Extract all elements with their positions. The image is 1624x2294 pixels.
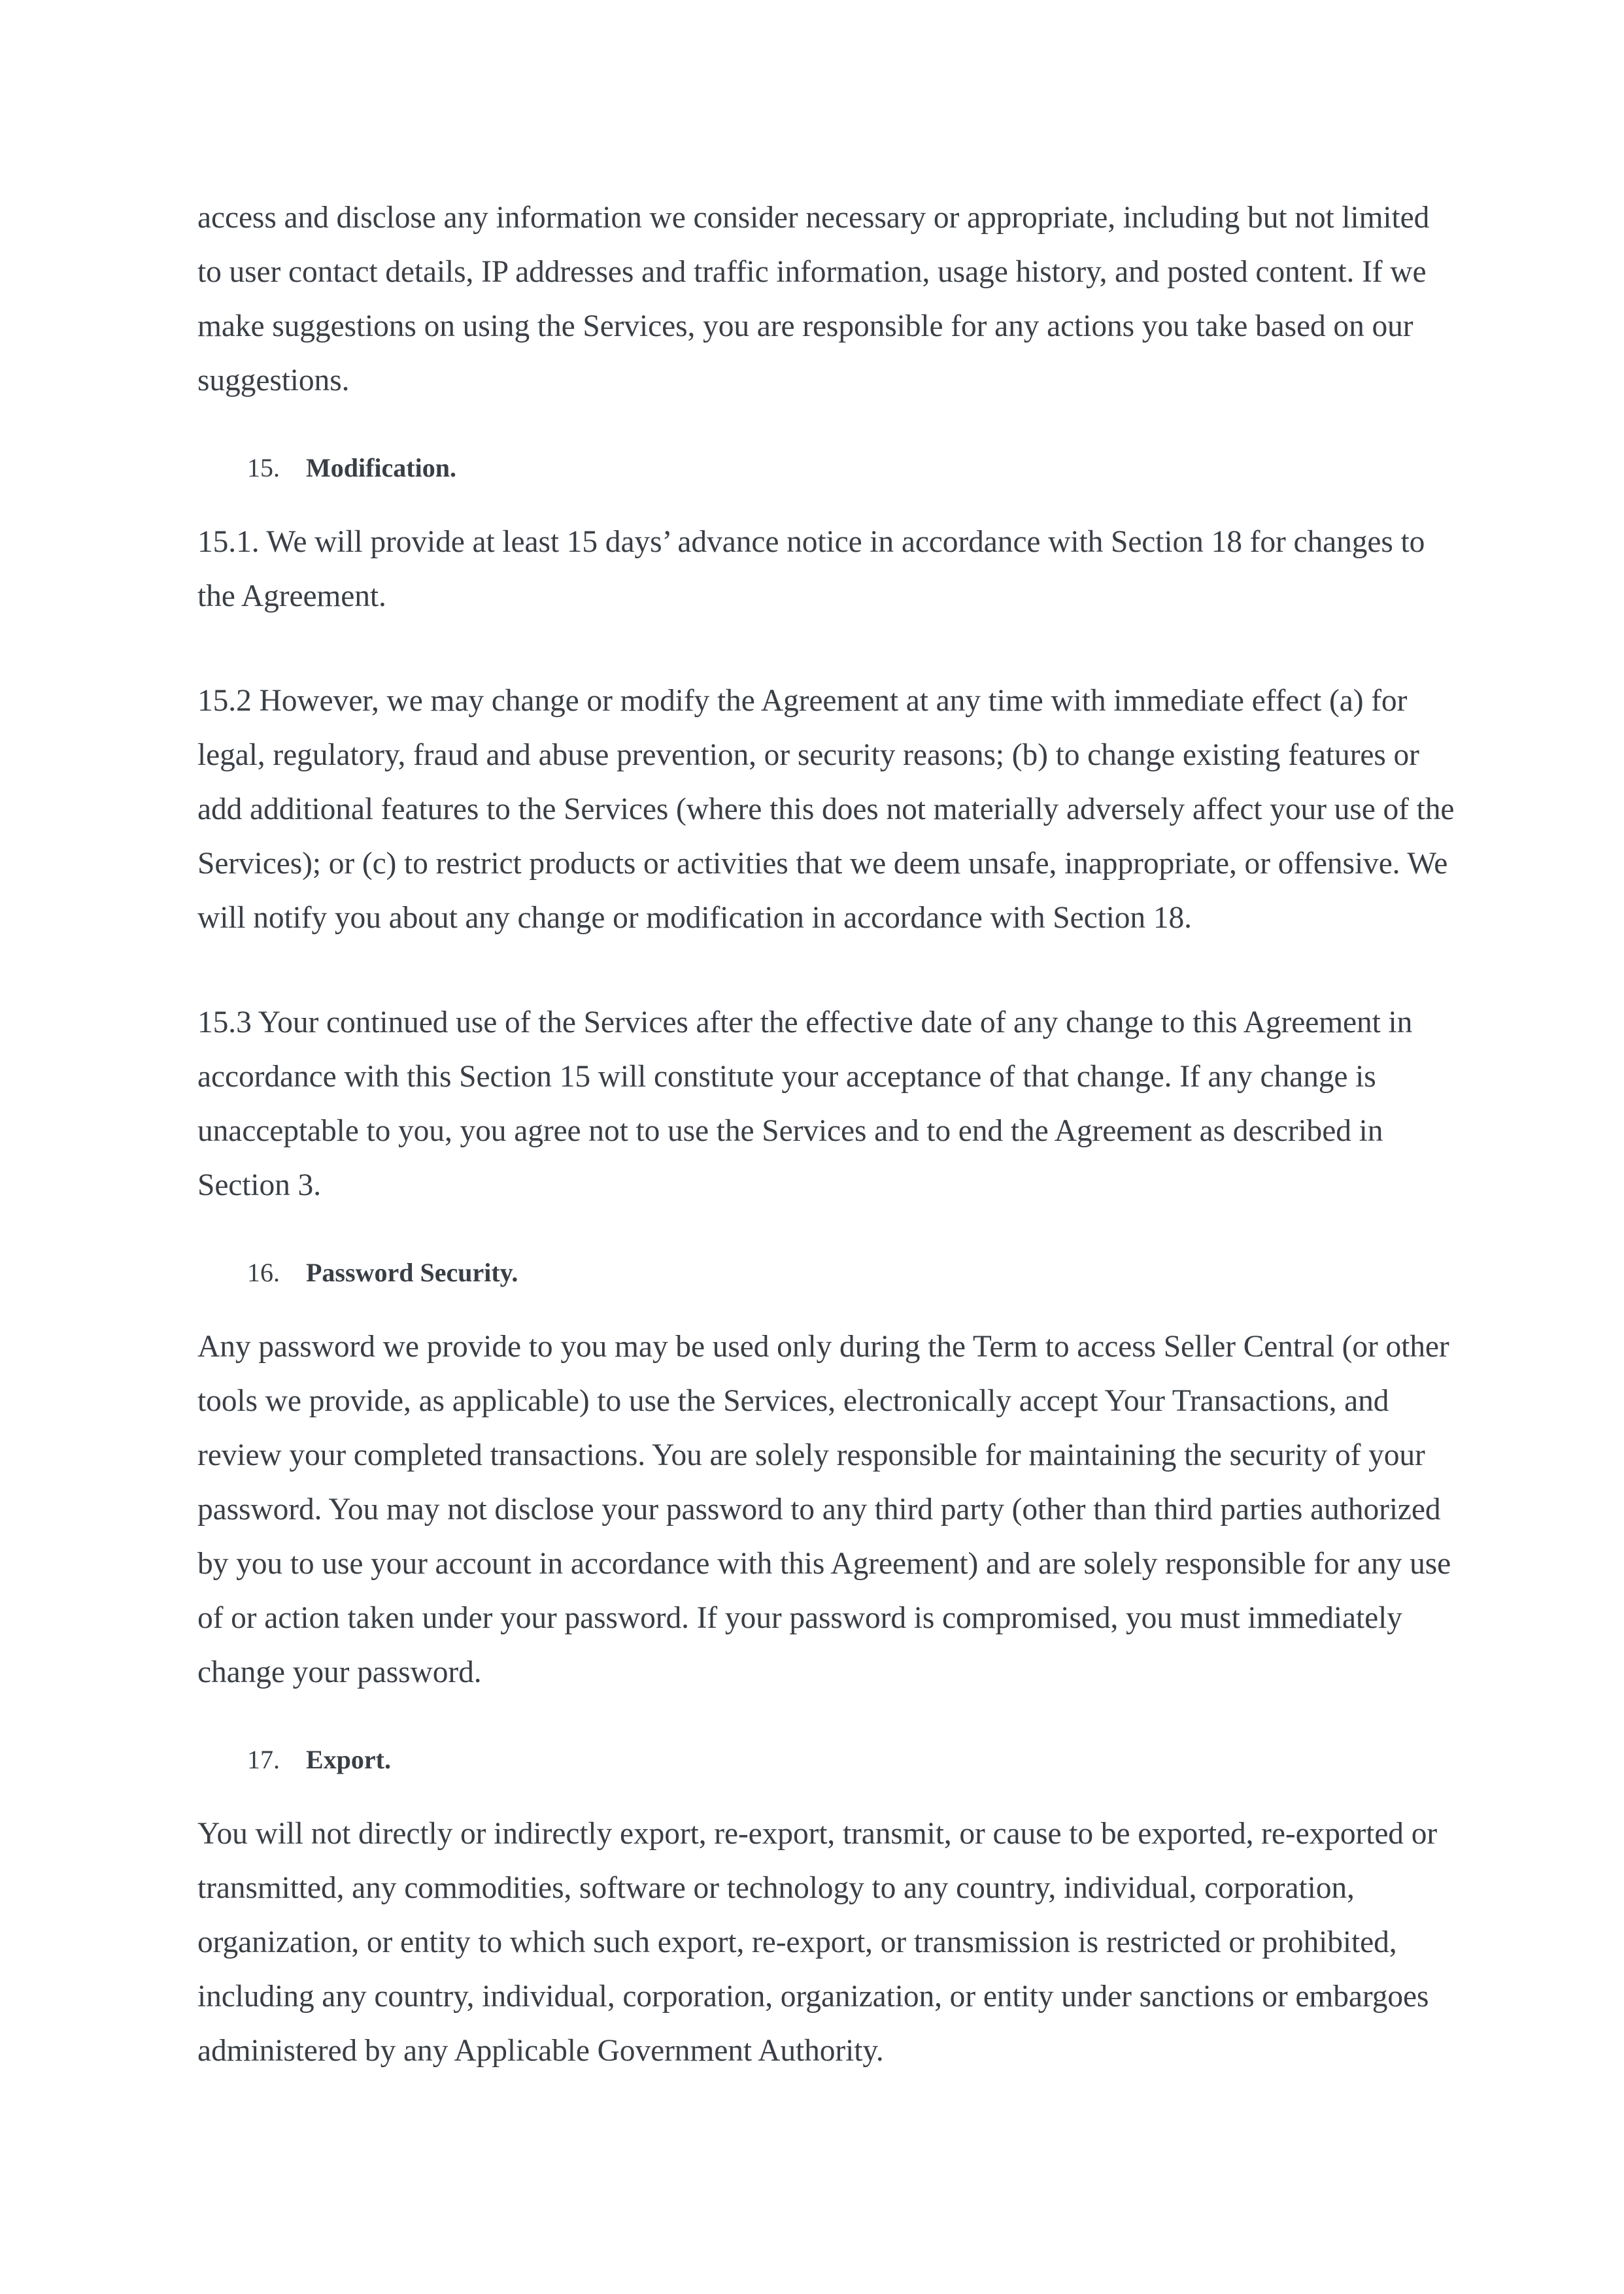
- section-number: 16.: [247, 1258, 280, 1287]
- section-title: Password Security.: [306, 1258, 518, 1287]
- section-heading-17: [197, 1740, 1459, 1780]
- section-title: Modification.: [306, 453, 456, 482]
- document-body: [197, 191, 1459, 2078]
- paragraph-17: You will not directly or indirectly export, re-export, transmit, or cause to be exported, re-exported or transmitted, any commodities, software or technology to any country, individual, corporation, organization, or entity to which such export, re-export, or transmission is restricted or prohibited, including any country, individual, corporation, organization, or entity under sanctions or embargoes administered by any Applicable Government Authority.: [197, 1817, 1438, 2068]
- section-number: 15.: [247, 453, 280, 482]
- paragraph-intro: access and disclose any information we consider necessary or appropriate, including but not limited to user contact details, IP addresses and traffic information, usage history, and posted content. If we make suggestions on using the Services, you are responsible for any actions you take based on our suggestions.: [197, 201, 1430, 397]
- paragraph-15-1: 15.1. We will provide at least 15 days’ advance notice in accordance with Section 18 for changes to the Agreement.: [197, 525, 1425, 613]
- section-heading-15: [197, 448, 1459, 488]
- paragraph-16: Any password we provide to you may be used only during the Term to access Seller Central (or other tools we provide, as applicable) to use the Services, electronically accept Your Transactions, and review your completed transactions. You are solely responsible for maintaining the security of your password. You may not disclose your password to any third party (other than third parties authorized by you to use your account in accordance with this Agreement) and are solely responsible for any use of or action taken under your password. If your password is compromised, you must immediately change your password.: [197, 1330, 1451, 1689]
- paragraph-15-3: 15.3 Your continued use of the Services after the effective date of any change to this Agreement in accordance with this Section 15 will constitute your acceptance of that change. If any change is unacceptable to you, you agree not to use the Services and to end the Agreement as described in Section 3.: [197, 1005, 1413, 1202]
- section-heading-16: [197, 1253, 1459, 1292]
- paragraph-15-2: 15.2 However, we may change or modify the Agreement at any time with immediate effect (a) for legal, regulatory, fraud and abuse prevention, or security reasons; (b) to change existing features or add additional features to the Services (where this does not materially adversely affect your use of the Services); or (c) to restrict products or activities that we deem unsafe, inappropriate, or offensive. We will notify you about any change or modification in accordance with Section 18.: [197, 684, 1455, 935]
- section-title: Export.: [306, 1745, 391, 1774]
- section-number: 17.: [247, 1745, 280, 1774]
